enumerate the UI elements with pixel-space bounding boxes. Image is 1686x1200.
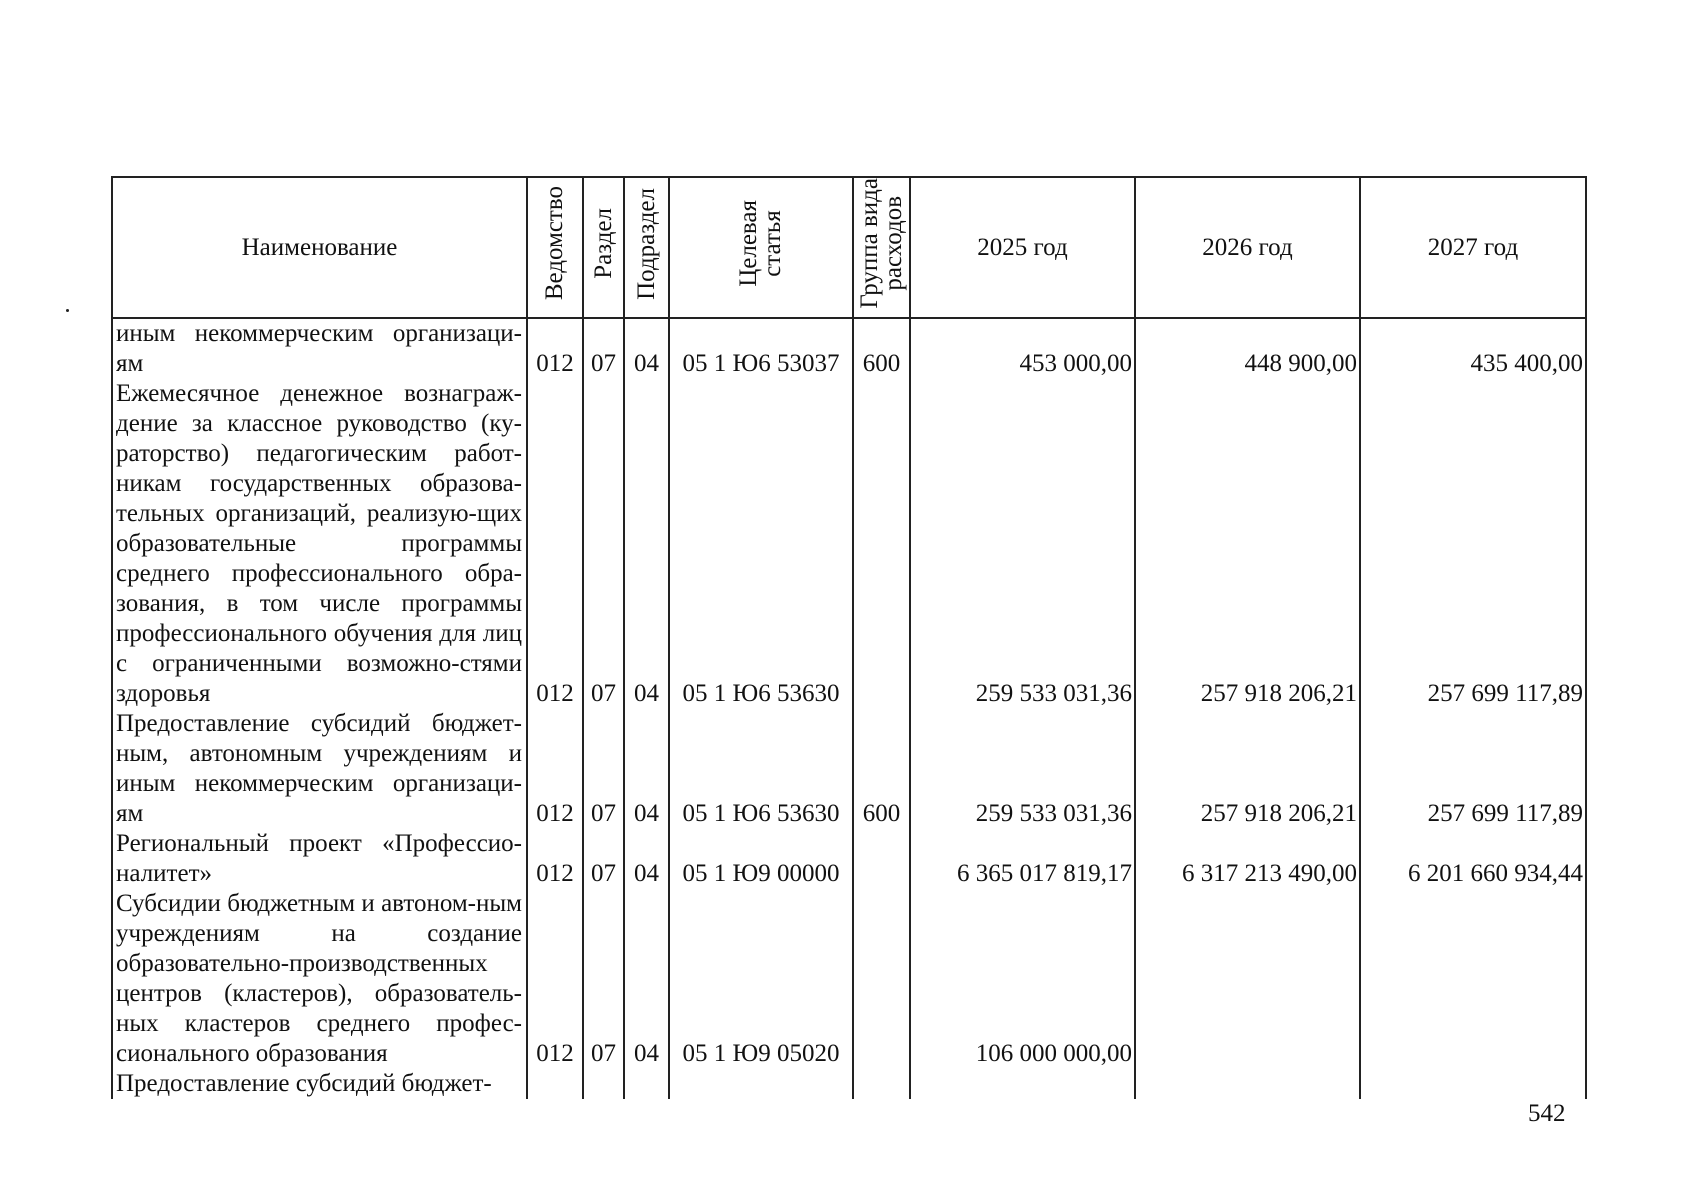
header-gruppa-vida-raskhodov: Группа вида расходов bbox=[853, 177, 910, 318]
row-amount-2027: 435 400,00 bbox=[1360, 318, 1586, 379]
row-razdel: 07 bbox=[583, 709, 624, 829]
table-header bbox=[112, 177, 1586, 318]
row-razdel bbox=[583, 1069, 624, 1099]
row-amount-2025: 259 533 031,36 bbox=[910, 379, 1135, 709]
row-amount-2025: 259 533 031,36 bbox=[910, 709, 1135, 829]
row-tselevaya-statya: 05 1 Ю6 53630 bbox=[669, 379, 853, 709]
row-name: Субсидии бюджетным и автоном-ным учреждениям на создание образовательно-производственных центров (кластеров), образователь-ных кластеров среднего профес-сионального образования bbox=[112, 889, 527, 1069]
row-vedomstvo: 012 bbox=[527, 709, 583, 829]
row-vedomstvo bbox=[527, 1069, 583, 1099]
row-amount-2026: 257 918 206,21 bbox=[1135, 379, 1360, 709]
row-razdel: 07 bbox=[583, 318, 624, 379]
row-amount-2027: 257 699 117,89 bbox=[1360, 379, 1586, 709]
row-name: Предоставление субсидий бюджет-ным, автономным учреждениям и иным некоммерческим организаци-ям bbox=[112, 709, 527, 829]
row-gruppa: 600 bbox=[853, 318, 910, 379]
row-amount-2026 bbox=[1135, 1069, 1360, 1099]
table-row bbox=[112, 379, 1586, 709]
row-tselevaya-statya: 05 1 Ю9 00000 bbox=[669, 829, 853, 889]
row-tselevaya-statya: 05 1 Ю9 05020 bbox=[669, 889, 853, 1069]
row-podrazdel: 04 bbox=[624, 709, 669, 829]
row-amount-2026: 257 918 206,21 bbox=[1135, 709, 1360, 829]
row-razdel: 07 bbox=[583, 889, 624, 1069]
row-amount-2026: 448 900,00 bbox=[1135, 318, 1360, 379]
budget-table bbox=[111, 176, 1587, 1099]
row-name: Предоставление субсидий бюджет- bbox=[112, 1069, 527, 1099]
row-gruppa bbox=[853, 379, 910, 709]
header-name: Наименование bbox=[112, 177, 527, 318]
row-amount-2027 bbox=[1360, 889, 1586, 1069]
row-vedomstvo: 012 bbox=[527, 379, 583, 709]
row-amount-2027 bbox=[1360, 1069, 1586, 1099]
row-amount-2025: 6 365 017 819,17 bbox=[910, 829, 1135, 889]
table-body bbox=[112, 318, 1586, 1099]
table-row bbox=[112, 889, 1586, 1069]
header-year-2027: 2027 год bbox=[1360, 177, 1586, 318]
row-amount-2025: 106 000 000,00 bbox=[910, 889, 1135, 1069]
table-row bbox=[112, 709, 1586, 829]
row-vedomstvo: 012 bbox=[527, 889, 583, 1069]
header-year-2025: 2025 год bbox=[910, 177, 1135, 318]
row-podrazdel: 04 bbox=[624, 379, 669, 709]
row-gruppa: 600 bbox=[853, 709, 910, 829]
row-razdel: 07 bbox=[583, 829, 624, 889]
page-number: 542 bbox=[1528, 1100, 1566, 1127]
row-razdel: 07 bbox=[583, 379, 624, 709]
row-amount-2026: 6 317 213 490,00 bbox=[1135, 829, 1360, 889]
header-podrazdel: Подраздел bbox=[624, 177, 669, 318]
header-year-2026: 2026 год bbox=[1135, 177, 1360, 318]
row-amount-2025 bbox=[910, 1069, 1135, 1099]
table-row bbox=[112, 318, 1586, 379]
row-amount-2025: 453 000,00 bbox=[910, 318, 1135, 379]
row-tselevaya-statya: 05 1 Ю6 53037 bbox=[669, 318, 853, 379]
header-tselevaya-statya: Целевая статья bbox=[669, 177, 853, 318]
scan-speck bbox=[66, 309, 69, 312]
row-gruppa bbox=[853, 829, 910, 889]
row-name: иным некоммерческим организаци-ям bbox=[112, 318, 527, 379]
row-vedomstvo: 012 bbox=[527, 318, 583, 379]
row-amount-2027: 6 201 660 934,44 bbox=[1360, 829, 1586, 889]
row-podrazdel: 04 bbox=[624, 829, 669, 889]
row-gruppa bbox=[853, 1069, 910, 1099]
header-razdel: Раздел bbox=[583, 177, 624, 318]
row-name: Региональный проект «Профессио-налитет» bbox=[112, 829, 527, 889]
row-tselevaya-statya: 05 1 Ю6 53630 bbox=[669, 709, 853, 829]
row-amount-2026 bbox=[1135, 889, 1360, 1069]
table-row bbox=[112, 1069, 1586, 1099]
row-podrazdel bbox=[624, 1069, 669, 1099]
row-podrazdel: 04 bbox=[624, 889, 669, 1069]
table-row bbox=[112, 829, 1586, 889]
row-name: Ежемесячное денежное вознаграж-дение за классное руководство (ку-раторство) педагогическим работ-никам государственных образова-тельных организаций, реализую-щих образовательные программы среднего профессионального обра-зования, в том числе программы профессионального обучения для лиц с ограниченными возможно-стями здоровья bbox=[112, 379, 527, 709]
row-vedomstvo: 012 bbox=[527, 829, 583, 889]
row-gruppa bbox=[853, 889, 910, 1069]
header-vedomstvo: Ведомство bbox=[527, 177, 583, 318]
row-tselevaya-statya bbox=[669, 1069, 853, 1099]
row-amount-2027: 257 699 117,89 bbox=[1360, 709, 1586, 829]
row-podrazdel: 04 bbox=[624, 318, 669, 379]
